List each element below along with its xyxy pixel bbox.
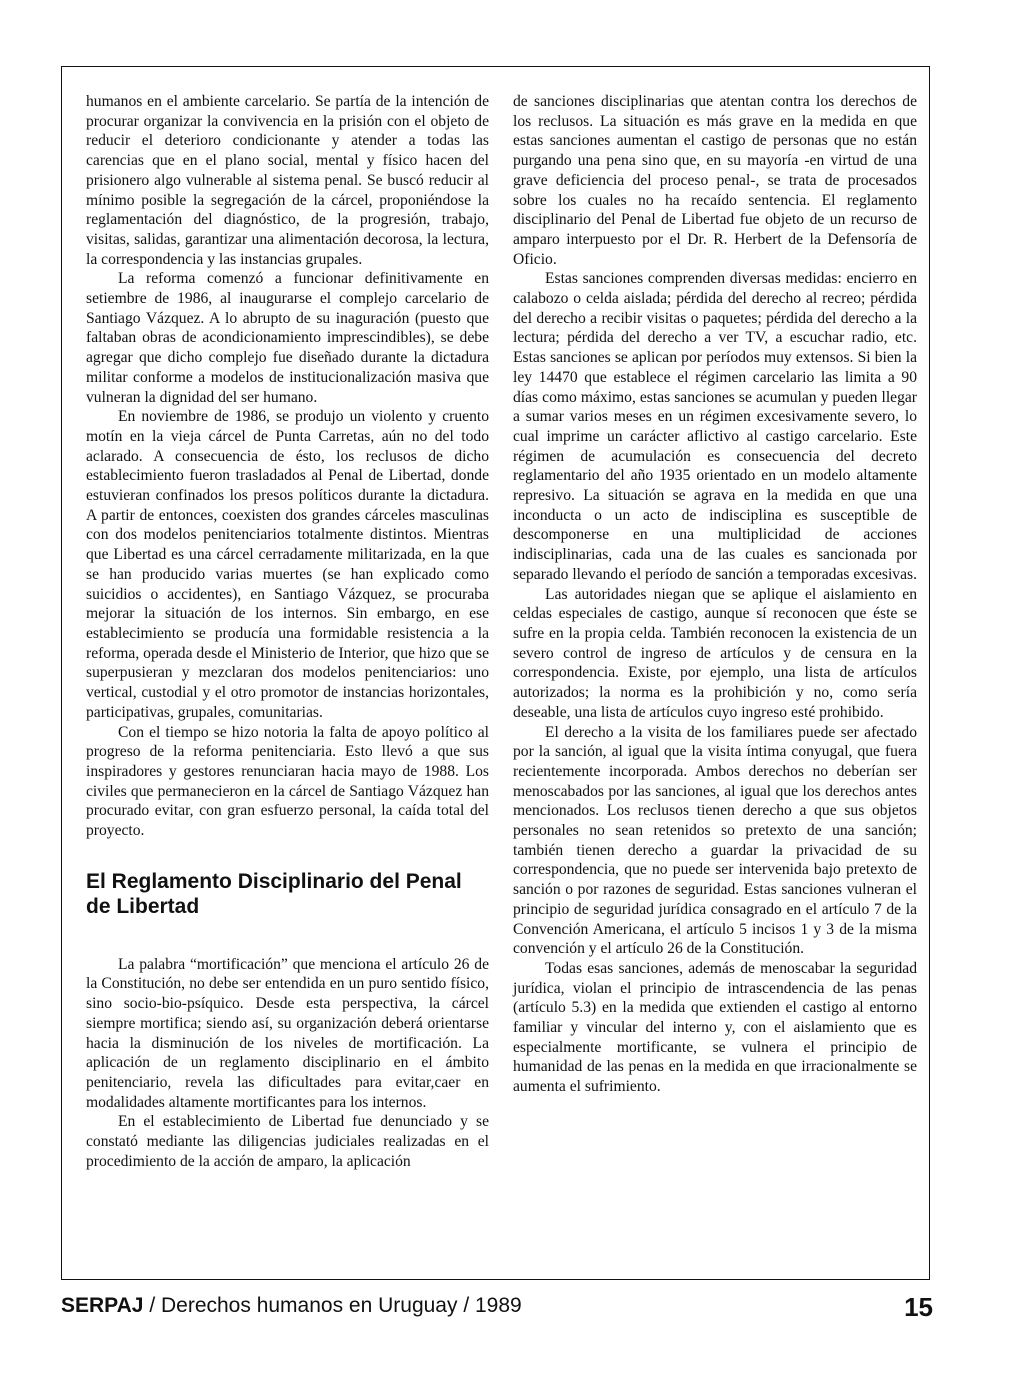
paragraph: En el establecimiento de Libertad fue denunciado y se constató mediante las diligencias judiciales realizadas en el procedimiento de la acción de amparo, la aplicación: [86, 1113, 489, 1170]
paragraph: de sanciones disciplinarias que atentan contra los derechos de los reclusos. La situación es más grave en la medida en que estas sanciones aumentan el castigo de personas que no están purgando una pena sino que, en su mayoría -en virtud de una grave deficiencia del proceso penal-, se trata de procesados sobre los cuales no ha recaído sentencia. El reglamento disciplinario del Penal de Libertad fue objeto de un recurso de amparo interpuesto por el Dr. R. Herbert de la Defensoría de Oficio.: [513, 93, 917, 268]
section-heading: El Reglamento Disciplinario del Penal de Libertad: [86, 869, 462, 918]
paragraph: Todas esas sanciones, además de menoscabar la seguridad jurídica, violan el principio de intrascendencia de las penas (artículo 5.3) en la medida que extienden el castigo al entorno familiar y vincular del interno y, con el aislamiento que es especialmente mortificante, se vulnera el principio de humanidad de las penas en la medida en que irracionalmente se aumenta el sufrimiento.: [513, 959, 917, 1096]
paragraph: Estas sanciones comprenden diversas medidas: encierro en calabozo o celda aislada; pérdida del derecho al recreo; pérdida del derecho a recibir visitas o paquetes; pérdida del derecho a la lectura; pérdida del derecho a ver TV, a escuchar radio, etc. Estas sanciones se aplican por períodos muy extensos. Si bien la ley 14470 que establece el régimen carcelario las limita a 90 días como máximo, estas sanciones se acumulan y pueden llegar a sumar varios meses en un régimen excesivamente severo, lo cual imprime un carácter aflictivo al castigo carcelario. Este régimen de acumulación es consecuencia del decreto reglamentario del año 1935 orientado en un modelo altamente represivo. La situación se agrava en la medida en que una inconducta o un acto de indisciplina es susceptible de descomponerse en una multiplicidad de acciones indisciplinarias, cada una de las cuales es sancionada por separado llevando el período de sanción a temporadas excesivas.: [513, 270, 917, 583]
paragraph: En noviembre de 1986, se produjo un violento y cruento motín en la vieja cárcel de Punta Carretas, aún no del todo aclarado. A consecuencia de ésto, los reclusos de dicho establecimiento fueron trasladados al Penal de Libertad, donde estuvieran confinados los presos políticos durante la dictadura. A partir de entonces, coexisten dos grandes cárceles masculinas con dos modelos penitenciarios totalmente distintos. Mientras que Libertad es una cárcel cerradamente militarizada, en la que se han producido varias muertes (se han explicado como suicidios o accidentes), en Santiago Vázquez, se procuraba mejorar la situación de los internos. Sin embargo, en ese establecimiento se producía una formidable resistencia a la reforma, operada desde el Ministerio de Interior, que hizo que se superpusieran y mezclaran dos modelos penitenciarios: uno vertical, custodial y el otro promotor de instancias horizontales, participativas, grupales, comunitarias.: [86, 408, 489, 721]
footer-publication-title: / Derechos humanos en Uruguay / 1989: [143, 1294, 522, 1317]
page-footer: [61, 1292, 933, 1326]
paragraph: La reforma comenzó a funcionar definitivamente en setiembre de 1986, al inaugurarse el complejo carcelario de Santiago Vázquez. A lo abrupto de su inaguración (puesto que faltaban obras de acondicionamiento imprescindibles), se debe agregar que dicho complejo fue diseñado durante la dictadura militar conforme a modelos de institucionalización masiva que vulneran la dignidad del ser humano.: [86, 270, 489, 406]
paragraph: humanos en el ambiente carcelario. Se partía de la intención de procurar organizar la convivencia en la prisión con el objeto de reducir el deterioro condicionante y atender a todas las carencias que en el plano social, mental y físico hacen del prisionero algo vulnerable al sistema penal. Se buscó reducir al mínimo posible la segregación de la cárcel, proponiéndose la reglamentación del diagnóstico, de la progresión, trabajo, visitas, salidas, garantizar una alimentación decorosa, la lectura, la correspondencia y las instancias grupales.: [86, 93, 489, 268]
right-column: [513, 92, 917, 1097]
footer-org: SERPAJ: [61, 1294, 144, 1317]
footer-publication: [61, 1294, 522, 1318]
paragraph: Las autoridades niegan que se aplique el aislamiento en celdas especiales de castigo, aunque sí reconocen que éste se sufre en la propia celda. También reconocen la existencia de un severo control de ingreso de artículos y de censura en la correspondencia. Existe, por ejemplo, una lista de artículos autorizados; la norma es la prohibición y no, como sería deseable, una lista de artículos cuyo ingreso esté prohibido.: [513, 585, 917, 721]
paragraph: La palabra “mortificación” que menciona el artículo 26 de la Constitución, no debe ser entendida en un puro sentido físico, sino socio-bio-psíquico. Desde esta perspectiva, la cárcel siempre mortifica; siendo así, su organización deberá orientarse hacia la disminución de los niveles de mortificación. La aplicación de un reglamento disciplinario en el ámbito penitenciario, revela las dificultades para evitar,caer en modalidades altamente mortificantes para los internos.: [86, 955, 489, 1111]
paragraph: El derecho a la visita de los familiares puede ser afectado por la sanción, al igual que la visita íntima conyugal, que fuera recientemente incorporada. Ambos derechos no deberían ser menoscabados por las sanciones, al igual que los derechos antes mencionados. Los reclusos tienen derecho a que sus objetos personales no sean retenidos so pretexto de una sanción; también tienen derecho a guardar la privacidad de su correspondencia, que no puede ser intervenida bajo pretexto de sanción o por razones de seguridad. Estas sanciones vulneran el principio de seguridad jurídica consagrado en el artículo 7 de la Convención Americana, el artículo 5 incisos 1 y 3 de la misma convención y el artículo 26 de la Constitución.: [513, 723, 917, 958]
paragraph: Con el tiempo se hizo notoria la falta de apoyo político al progreso de la reforma penitenciaria. Esto llevó a que sus inspiradores y gestores renunciaran hacia mayo de 1988. Los civiles que permanecieron en la cárcel de Santiago Vázquez han procurado evitar, con gran esfuerzo personal, la caída total del proyecto.: [86, 723, 489, 840]
page-number: 15: [904, 1292, 933, 1322]
left-column: [86, 92, 489, 1171]
